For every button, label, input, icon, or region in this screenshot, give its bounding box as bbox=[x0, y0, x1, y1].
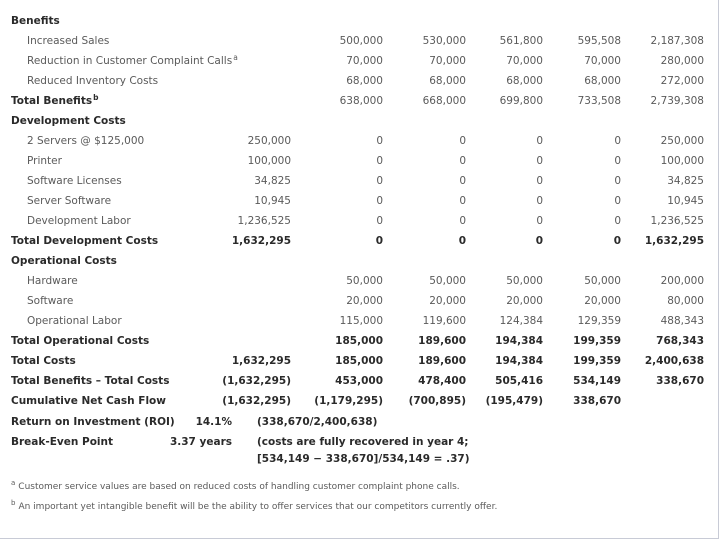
table-cell: 189,600 bbox=[418, 355, 466, 367]
row-label: Operational Costs bbox=[11, 255, 117, 267]
table-cell: 10,945 bbox=[667, 195, 704, 207]
table-cell: (1,179,295) bbox=[314, 395, 383, 407]
table-cell: 338,670 bbox=[573, 395, 621, 407]
table-cell: 68,000 bbox=[506, 75, 543, 87]
table-cell: 0 bbox=[614, 175, 621, 187]
table-cell: 534,149 bbox=[573, 375, 621, 387]
table-row bbox=[0, 231, 716, 251]
table-cell: 0 bbox=[614, 195, 621, 207]
row-label: Development Costs bbox=[11, 115, 126, 127]
table-row bbox=[0, 291, 716, 311]
table-cell: 20,000 bbox=[506, 295, 543, 307]
table-row bbox=[0, 391, 716, 411]
table-cell: 50,000 bbox=[429, 275, 466, 287]
row-label: Hardware bbox=[27, 275, 78, 287]
table-cell: 100,000 bbox=[247, 155, 291, 167]
table-cell: 530,000 bbox=[422, 35, 466, 47]
table-cell: 768,343 bbox=[656, 335, 704, 347]
table-cell: 0 bbox=[459, 155, 466, 167]
table-cell: 185,000 bbox=[335, 355, 383, 367]
table-cell: 185,000 bbox=[335, 335, 383, 347]
table-cell: 2,400,638 bbox=[644, 355, 704, 367]
breakeven-note-line2: [534,149 − 338,670]/534,149 = .37) bbox=[257, 453, 470, 465]
table-cell: 733,508 bbox=[577, 95, 621, 107]
table-row bbox=[0, 171, 716, 191]
table-row bbox=[0, 271, 716, 291]
roi-label: Return on Investment (ROI) bbox=[11, 416, 175, 428]
table-cell: 250,000 bbox=[660, 135, 704, 147]
table-cell: 0 bbox=[614, 135, 621, 147]
footnote-b-text: An important yet intangible benefit will be the ability to offer services that our competitors currently offer. bbox=[18, 502, 498, 512]
table-cell: 199,359 bbox=[573, 335, 621, 347]
table-row bbox=[0, 251, 716, 271]
table-row bbox=[0, 351, 716, 371]
row-label: Server Software bbox=[27, 195, 112, 207]
row-label: Reduced Inventory Costs bbox=[27, 75, 159, 87]
table-cell: 50,000 bbox=[506, 275, 543, 287]
table-cell: 453,000 bbox=[335, 375, 383, 387]
table-cell: 115,000 bbox=[339, 315, 383, 327]
table-cell: 1,236,525 bbox=[650, 215, 704, 227]
row-label: Benefits bbox=[11, 15, 60, 27]
table-cell: 638,000 bbox=[339, 95, 383, 107]
table-row bbox=[0, 71, 716, 91]
table-cell: 505,416 bbox=[495, 375, 543, 387]
table-cell: 20,000 bbox=[584, 295, 621, 307]
table-row bbox=[0, 211, 716, 231]
table-cell: 280,000 bbox=[660, 55, 704, 67]
table-cell: 34,825 bbox=[254, 175, 291, 187]
table-cell: 100,000 bbox=[660, 155, 704, 167]
table-cell: 250,000 bbox=[247, 135, 291, 147]
row-label: Total Benefits$^b$ bbox=[11, 92, 99, 107]
table-cell: 199,359 bbox=[573, 355, 621, 367]
table-cell: 0 bbox=[535, 235, 543, 247]
table-cell: 488,343 bbox=[660, 315, 704, 327]
row-label: Total Development Costs bbox=[11, 235, 159, 247]
table-cell: 50,000 bbox=[346, 275, 383, 287]
table-cell: 80,000 bbox=[667, 295, 704, 307]
footnote-a bbox=[10, 479, 460, 492]
row-label: Printer bbox=[27, 155, 62, 167]
footnote-b-mark: b bbox=[11, 499, 16, 507]
table-cell: 0 bbox=[536, 215, 543, 227]
table-cell: 0 bbox=[376, 195, 383, 207]
table-cell: 0 bbox=[375, 235, 383, 247]
table-cell: 0 bbox=[536, 195, 543, 207]
table-cell: 20,000 bbox=[429, 295, 466, 307]
table-cell: 478,400 bbox=[418, 375, 466, 387]
table-cell: 0 bbox=[376, 135, 383, 147]
table-cell: 70,000 bbox=[506, 55, 543, 67]
row-label: Operational Labor bbox=[27, 315, 122, 327]
table-cell: 119,600 bbox=[422, 315, 466, 327]
row-label: Increased Sales bbox=[27, 35, 110, 47]
breakeven-note-line1: (costs are fully recovered in year 4; bbox=[257, 436, 469, 448]
table-cell: 0 bbox=[376, 155, 383, 167]
table-cell: 0 bbox=[376, 215, 383, 227]
table-cell: 50,000 bbox=[584, 275, 621, 287]
table-cell: 0 bbox=[613, 235, 621, 247]
table-row bbox=[0, 151, 716, 171]
table-cell: 0 bbox=[614, 155, 621, 167]
breakeven-note bbox=[257, 434, 470, 468]
table-cell: 500,000 bbox=[339, 35, 383, 47]
table-cell: 338,670 bbox=[656, 375, 704, 387]
table-cell: 1,632,295 bbox=[231, 355, 291, 367]
row-label: Software Licenses bbox=[27, 175, 122, 187]
footnote-a-text: Customer service values are based on reduced costs of handling customer complaint phone calls. bbox=[18, 482, 460, 492]
table-row bbox=[0, 111, 716, 131]
table-cell: 0 bbox=[614, 215, 621, 227]
table-row bbox=[0, 51, 716, 71]
table-cell: 561,800 bbox=[499, 35, 543, 47]
row-label: Software bbox=[27, 295, 74, 307]
table-cell: 70,000 bbox=[346, 55, 383, 67]
table-cell: 1,236,525 bbox=[237, 215, 291, 227]
table-cell: (700,895) bbox=[408, 395, 466, 407]
table-row bbox=[0, 131, 716, 151]
roi-value: 14.1% bbox=[195, 416, 232, 428]
row-label: Cumulative Net Cash Flow bbox=[11, 395, 166, 407]
table-cell: (1,632,295) bbox=[222, 395, 291, 407]
table-cell: 20,000 bbox=[346, 295, 383, 307]
table-cell: (195,479) bbox=[485, 395, 543, 407]
row-label: Development Labor bbox=[27, 215, 131, 227]
table-cell: 1,632,295 bbox=[644, 235, 704, 247]
row-label: 2 Servers @ $125,000 bbox=[27, 135, 145, 147]
table-cell: 2,739,308 bbox=[650, 95, 704, 107]
table-cell: 699,800 bbox=[499, 95, 543, 107]
table-cell: 0 bbox=[459, 135, 466, 147]
table-cell: 68,000 bbox=[584, 75, 621, 87]
table-cell: 34,825 bbox=[667, 175, 704, 187]
table-row bbox=[0, 31, 716, 51]
table-row bbox=[0, 331, 716, 351]
table-cell: 0 bbox=[459, 195, 466, 207]
table-cell: 200,000 bbox=[660, 275, 704, 287]
table-cell: 0 bbox=[458, 235, 466, 247]
table-row bbox=[0, 191, 716, 211]
table-cell: 0 bbox=[536, 135, 543, 147]
table-cell: 0 bbox=[459, 175, 466, 187]
table-cell: 68,000 bbox=[429, 75, 466, 87]
table-cell: 0 bbox=[459, 215, 466, 227]
table-cell: 70,000 bbox=[584, 55, 621, 67]
table-cell: 272,000 bbox=[660, 75, 704, 87]
table-cell: 189,600 bbox=[418, 335, 466, 347]
footnote-marker: a bbox=[233, 52, 238, 62]
table-cell: 668,000 bbox=[422, 95, 466, 107]
footnote-marker: b bbox=[93, 92, 99, 102]
table-cell: 70,000 bbox=[429, 55, 466, 67]
roi-row bbox=[0, 412, 716, 432]
row-label: Total Costs bbox=[11, 355, 76, 367]
table-cell: 10,945 bbox=[254, 195, 291, 207]
row-label: Total Benefits – Total Costs bbox=[11, 375, 170, 387]
footnote-b bbox=[10, 499, 498, 512]
table-cell: 1,632,295 bbox=[231, 235, 291, 247]
table-row bbox=[0, 11, 716, 31]
row-label: Total Operational Costs bbox=[11, 335, 150, 347]
table-cell: 595,508 bbox=[577, 35, 621, 47]
table-row bbox=[0, 91, 716, 111]
table-row bbox=[0, 311, 716, 331]
table-row bbox=[0, 371, 716, 391]
footnote-a-mark: a bbox=[11, 479, 16, 487]
table-cell: 0 bbox=[536, 175, 543, 187]
roi-formula: (338,670/2,400,638) bbox=[257, 416, 378, 428]
table-cell: 129,359 bbox=[577, 315, 621, 327]
breakeven-label: Break-Even Point bbox=[11, 436, 114, 448]
table-cell: 194,384 bbox=[495, 335, 543, 347]
table-cell: 0 bbox=[376, 175, 383, 187]
table-cell: 124,384 bbox=[499, 315, 543, 327]
breakeven-value: 3.37 years bbox=[169, 436, 232, 448]
row-label: Reduction in Customer Complaint Calls$^a$ bbox=[27, 52, 238, 67]
table-cell: 194,384 bbox=[495, 355, 543, 367]
table-cell: 2,187,308 bbox=[650, 35, 704, 47]
table-cell: 0 bbox=[536, 155, 543, 167]
table-cell: 68,000 bbox=[346, 75, 383, 87]
table-cell: (1,632,295) bbox=[222, 375, 291, 387]
